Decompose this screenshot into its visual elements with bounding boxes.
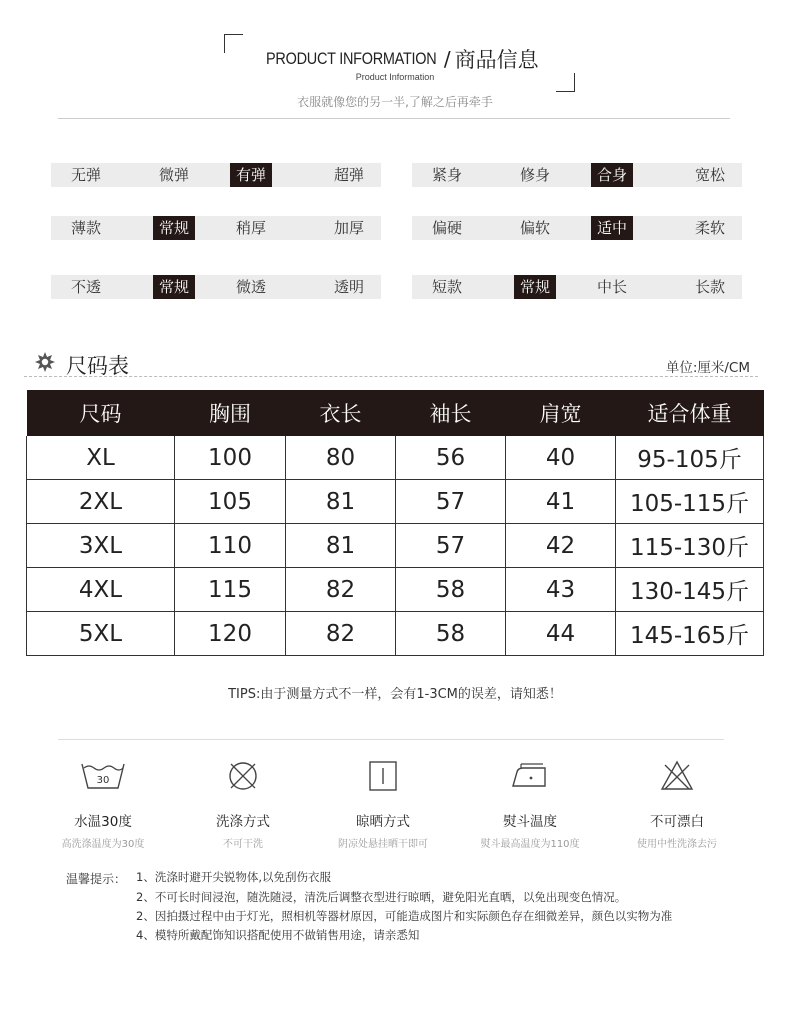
table-cell: 100 <box>175 436 286 480</box>
attribute-option: 修身 <box>519 166 550 184</box>
table-cell: XL <box>27 436 175 480</box>
attribute-option: 短款 <box>431 278 462 296</box>
attribute-bar <box>412 163 742 187</box>
attribute-option: 透明 <box>333 278 364 296</box>
table-cell: 42 <box>506 524 616 568</box>
care-subtitle: 高洗涤温度为30度 <box>61 839 145 850</box>
attribute-option-selected: 常规 <box>153 216 195 240</box>
table-cell: 41 <box>506 480 616 524</box>
care-subtitle: 不可干洗 <box>223 839 263 850</box>
attribute-option: 稍厚 <box>235 219 266 237</box>
attribute-bar <box>51 275 381 299</box>
attribute-option: 不透 <box>70 278 101 296</box>
header-cell: 肩宽 <box>506 390 616 436</box>
no-bleach-icon <box>654 760 700 792</box>
care-drying <box>318 760 448 850</box>
hang-dry-icon <box>360 760 406 792</box>
size-section-divider <box>24 376 758 377</box>
note-item: 2、因拍摄过程中由于灯光，照相机等器材原因，可能造成图片和实际颜色存在细微差异，颜色以实物为准 <box>136 909 673 923</box>
table-row <box>27 436 764 480</box>
table-cell: 58 <box>396 568 506 612</box>
attribute-option: 紧身 <box>431 166 462 184</box>
table-cell: 115 <box>175 568 286 612</box>
table-cell: 81 <box>286 524 396 568</box>
attribute-bar <box>412 275 742 299</box>
care-title: 不可漂白 <box>650 814 704 830</box>
table-cell: 57 <box>396 480 506 524</box>
table-cell: 110 <box>175 524 286 568</box>
table-cell: 40 <box>506 436 616 480</box>
care-subtitle: 熨斗最高温度为110度 <box>480 839 580 850</box>
care-subtitle: 阴凉处悬挂晒干即可 <box>338 839 428 850</box>
attribute-bar <box>51 216 381 240</box>
table-row <box>27 568 764 612</box>
care-title: 洗涤方式 <box>216 814 270 830</box>
table-cell: 130-145斤 <box>616 568 764 612</box>
attribute-option: 中长 <box>596 278 627 296</box>
title-slash: / <box>443 47 451 71</box>
care-title: 水温30度 <box>74 814 132 830</box>
subtitle-en: Product Information <box>355 72 435 82</box>
table-cell: 43 <box>506 568 616 612</box>
attribute-option-selected: 常规 <box>153 275 195 299</box>
header-divider <box>58 118 730 119</box>
attribute-option-selected: 常规 <box>514 275 556 299</box>
attribute-bar <box>412 216 742 240</box>
header-cell: 尺码 <box>27 390 175 436</box>
note-item: 4、模特所戴配饰知识搭配使用不做销售用途，请亲悉知 <box>136 928 420 942</box>
table-cell: 120 <box>175 612 286 656</box>
table-cell: 56 <box>396 436 506 480</box>
table-cell: 105-115斤 <box>616 480 764 524</box>
care-divider <box>58 739 724 740</box>
care-subtitle: 使用中性洗涤去污 <box>637 839 717 850</box>
header-cell: 衣长 <box>286 390 396 436</box>
attribute-option-selected: 适中 <box>591 216 633 240</box>
care-title: 晾晒方式 <box>356 814 410 830</box>
size-chart-title: 尺码表 <box>66 354 129 378</box>
table-cell: 105 <box>175 480 286 524</box>
attribute-option: 薄款 <box>70 219 101 237</box>
attribute-option: 柔软 <box>694 219 725 237</box>
tips-text: TIPS:由于测量方式不一样，会有1-3CM的误差，请知悉！ <box>228 687 562 702</box>
size-table <box>26 390 764 656</box>
header-cell: 适合体重 <box>616 390 764 436</box>
title-cn: 商品信息 <box>454 48 539 72</box>
note-item: 2、不可长时间浸泡，随洗随浸，清洗后调整衣型进行晾晒，避免阳光直晒，以免出现变色情况。 <box>136 890 627 904</box>
attribute-option: 宽松 <box>694 166 725 184</box>
tagline: 衣服就像您的另一半,了解之后再牵手 <box>297 95 493 109</box>
attribute-option: 超弹 <box>333 166 364 184</box>
size-chart-unit: 单位:厘米/CM <box>665 360 750 376</box>
attribute-option-selected: 有弹 <box>230 163 272 187</box>
table-cell: 4XL <box>27 568 175 612</box>
page-title <box>0 44 790 74</box>
header-cell: 胸围 <box>175 390 286 436</box>
care-wash-temp <box>38 760 168 850</box>
table-cell: 58 <box>396 612 506 656</box>
wash-30-icon <box>80 760 126 792</box>
table-row <box>27 612 764 656</box>
title-en: PRODUCT INFORMATION <box>266 49 437 68</box>
table-cell: 82 <box>286 568 396 612</box>
table-cell: 5XL <box>27 612 175 656</box>
table-row <box>27 480 764 524</box>
attribute-option: 偏硬 <box>431 219 462 237</box>
attribute-option-selected: 合身 <box>591 163 633 187</box>
table-cell: 3XL <box>27 524 175 568</box>
header-cell: 袖长 <box>396 390 506 436</box>
table-cell: 44 <box>506 612 616 656</box>
table-cell: 115-130斤 <box>616 524 764 568</box>
notes-label: 温馨提示： <box>66 872 127 886</box>
care-ironing <box>465 760 595 850</box>
table-cell: 81 <box>286 480 396 524</box>
attribute-option: 偏软 <box>519 219 550 237</box>
attribute-option: 微弹 <box>158 166 189 184</box>
wash-temp-value: 30 <box>96 775 110 786</box>
care-title: 熨斗温度 <box>503 814 557 830</box>
attribute-option: 微透 <box>235 278 266 296</box>
attribute-option: 无弹 <box>70 166 101 184</box>
table-row <box>27 524 764 568</box>
iron-icon <box>507 760 553 792</box>
table-cell: 145-165斤 <box>616 612 764 656</box>
care-bleach <box>612 760 742 850</box>
attribute-bar <box>51 163 381 187</box>
attribute-option: 长款 <box>694 278 725 296</box>
no-wash-icon <box>220 760 266 792</box>
care-wash-method <box>178 760 308 850</box>
sun-gear-icon <box>35 352 55 372</box>
note-item: 1、洗涤时避开尖锐物体,以免刮伤衣服 <box>136 870 331 884</box>
table-cell: 57 <box>396 524 506 568</box>
table-cell: 2XL <box>27 480 175 524</box>
size-table-header <box>27 390 764 436</box>
table-cell: 80 <box>286 436 396 480</box>
table-cell: 82 <box>286 612 396 656</box>
table-cell: 95-105斤 <box>616 436 764 480</box>
attribute-option: 加厚 <box>333 219 364 237</box>
